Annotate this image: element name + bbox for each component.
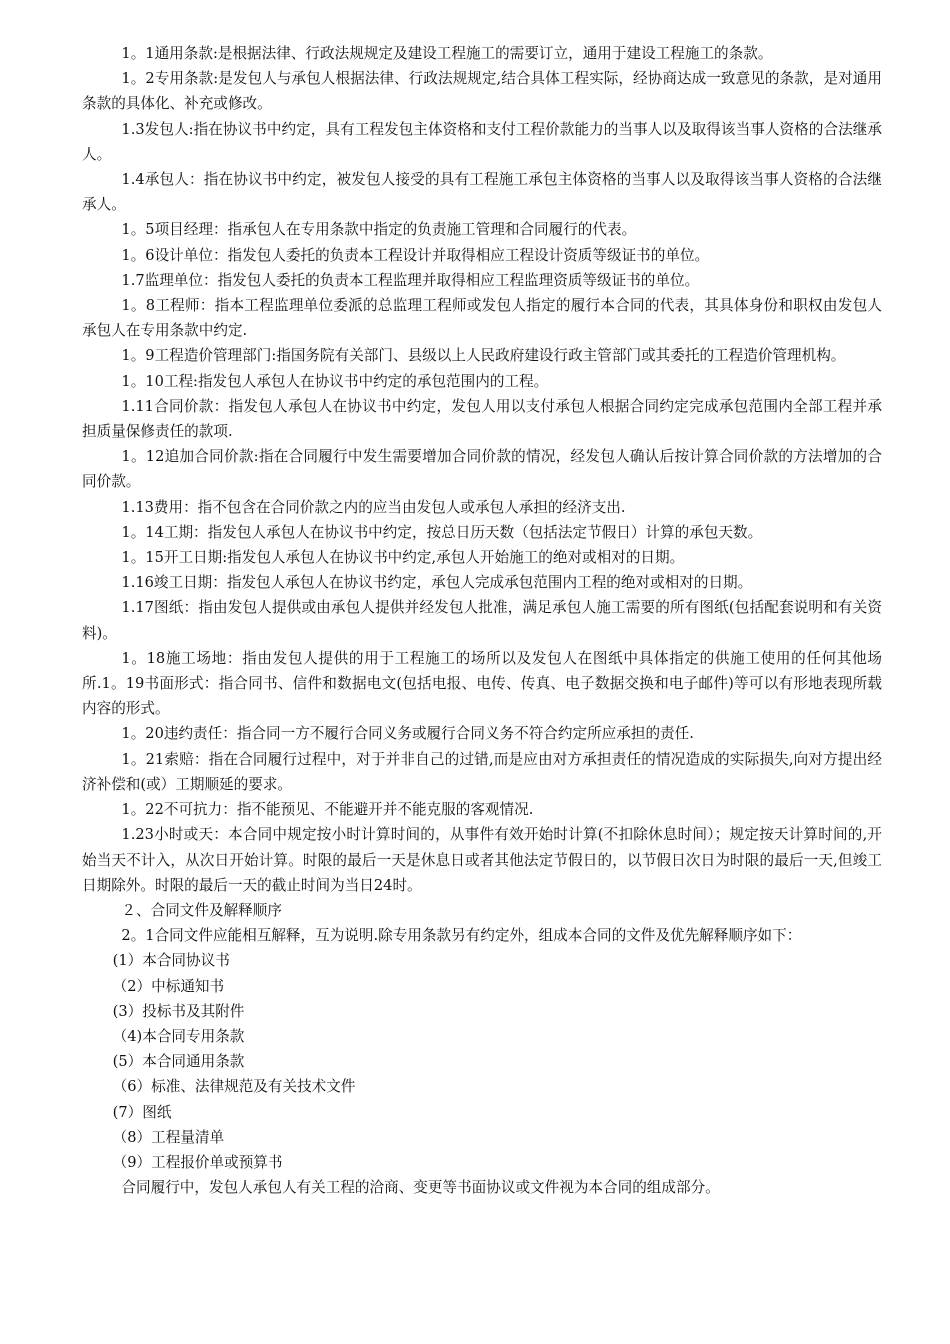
clause-1-8: 1。8工程师：指本工程监理单位委派的总监理工程师或发包人指定的履行本合同的代表，其具体身份和职权由发包人承包人在专用条款中约定.	[82, 297, 882, 340]
clause-1-18: 1。18施工场地：指由发包人提供的用于工程施工的场所以及发包人在图纸中具体指定的供施工使用的任何其他场所.1。19书面形式：指合同书、信件和数据电文(包括电报、电传、传真、电子数据交换和电子邮件)等可以有形地表现所载内容的形式。	[82, 649, 882, 718]
clause-1-2: 1。2专用条款:是发包人与承包人根据法律、行政法规规定,结合具体工程实际，经协商达成一致意见的条款，是对通用条款的具体化、补充或修改。	[82, 70, 882, 113]
list-item: (1）本合同协议书	[112, 952, 230, 970]
clause-1-12: 1。12追加合同价款:指在合同履行中发生需要增加合同价款的情况，经发包人确认后按计算合同价款的方法增加的合同价款。	[82, 448, 882, 491]
section-heading-2: ２、合同文件及解释顺序	[121, 901, 282, 919]
clause-1-21: 1。21索赔：指在合同履行过程中，对于并非自己的过错,而是应由对方承担责任的情况造成的实际损失,向对方提出经济补偿和(或）工期顺延的要求。	[82, 750, 882, 793]
list-item: (3）投标书及其附件	[112, 1002, 245, 1020]
list-item: (5）本合同通用条款	[112, 1053, 245, 1071]
clause-1-4: 1.4承包人：指在协议书中约定，被发包人接受的具有工程施工承包主体资格的当事人以及取得该当事人资格的合法继承人。	[82, 171, 882, 214]
clause-1-3: 1.3发包人:指在协议书中约定，具有工程发包主体资格和支付工程价款能力的当事人以及取得该当事人资格的合法继承人。	[82, 120, 882, 163]
clause-1-15: 1。15开工日期:指发包人承包人在协议书中约定,承包人开始施工的绝对或相对的日期。	[121, 549, 685, 567]
clause-2-1: 2。1合同文件应能相互解释，互为说明.除专用条款另有约定外，组成本合同的文件及优先解释顺序如下：	[121, 927, 802, 945]
clause-1-14: 1。14工期：指发包人承包人在协议书中约定，按总日历天数（包括法定节假日）计算的承包天数。	[121, 523, 763, 541]
list-item: （8）工程量清单	[112, 1128, 225, 1146]
clause-1-17: 1.17图纸：指由发包人提供或由承包人提供并经发包人批准，满足承包人施工需要的所有图纸(包括配套说明和有关资料)。	[82, 599, 882, 642]
closing-paragraph: 合同履行中，发包人承包人有关工程的洽商、变更等书面协议或文件视为本合同的组成部分。	[121, 1179, 720, 1197]
list-item: （9）工程报价单或预算书	[112, 1153, 283, 1171]
clause-1-10: 1。10工程:指发包人承包人在协议书中约定的承包范围内的工程。	[121, 372, 549, 390]
clause-1-16: 1.16竣工日期：指发包人承包人在协议书约定，承包人完成承包范围内工程的绝对或相对的日期。	[121, 574, 753, 592]
clause-1-11: 1.11合同价款：指发包人承包人在协议书中约定，发包人用以支付承包人根据合同约定完成承包范围内全部工程并承担质量保修责任的款项.	[82, 397, 882, 441]
clause-1-22: 1。22不可抗力：指不能预见、不能避开并不能克服的客观情况.	[121, 801, 534, 819]
list-item: （6）标准、法律规范及有关技术文件	[112, 1078, 356, 1096]
clause-1-9: 1。9工程造价管理部门:指国务院有关部门、县级以上人民政府建设行政主管部门或其委托的工程造价管理机构。	[121, 347, 846, 365]
list-item: (7）图纸	[112, 1103, 172, 1121]
clause-1-1: 1。1通用条款:是根据法律、行政法规规定及建设工程施工的需要订立，通用于建设工程施工的条款。	[121, 45, 773, 62]
clause-1-7: 1.7监理单位：指发包人委托的负责本工程监理并取得相应工程监理资质等级证书的单位。	[121, 271, 700, 289]
clause-1-6: 1。6设计单位：指发包人委托的负责本工程设计并取得相应工程设计资质等级证书的单位。	[121, 246, 710, 264]
clause-1-13: 1.13费用：指不包含在合同价款之内的应当由发包人或承包人承担的经济支出.	[121, 498, 626, 516]
list-item: （2）中标通知书	[112, 977, 225, 995]
document-body	[82, 41, 882, 1200]
clause-1-23: 1.23小时或天：本合同中规定按小时计算时间的，从事件有效开始时计算(不扣除休息时间）；规定按天计算时间的,开始当天不计入，从次日开始计算。时限的最后一天是休息日或者其他法定节假日的，以节假日次日为时限的最后一天,但竣工日期除外。时限的最后一天的截止时间为当日24时。	[82, 826, 882, 894]
clause-1-20: 1。20违约责任：指合同一方不履行合同义务或履行合同义务不符合约定所应承担的责任.	[121, 725, 694, 743]
list-item: （4)本合同专用条款	[112, 1027, 245, 1045]
clause-1-5: 1。5项目经理：指承包人在专用条款中指定的负责施工管理和合同履行的代表。	[121, 221, 637, 239]
